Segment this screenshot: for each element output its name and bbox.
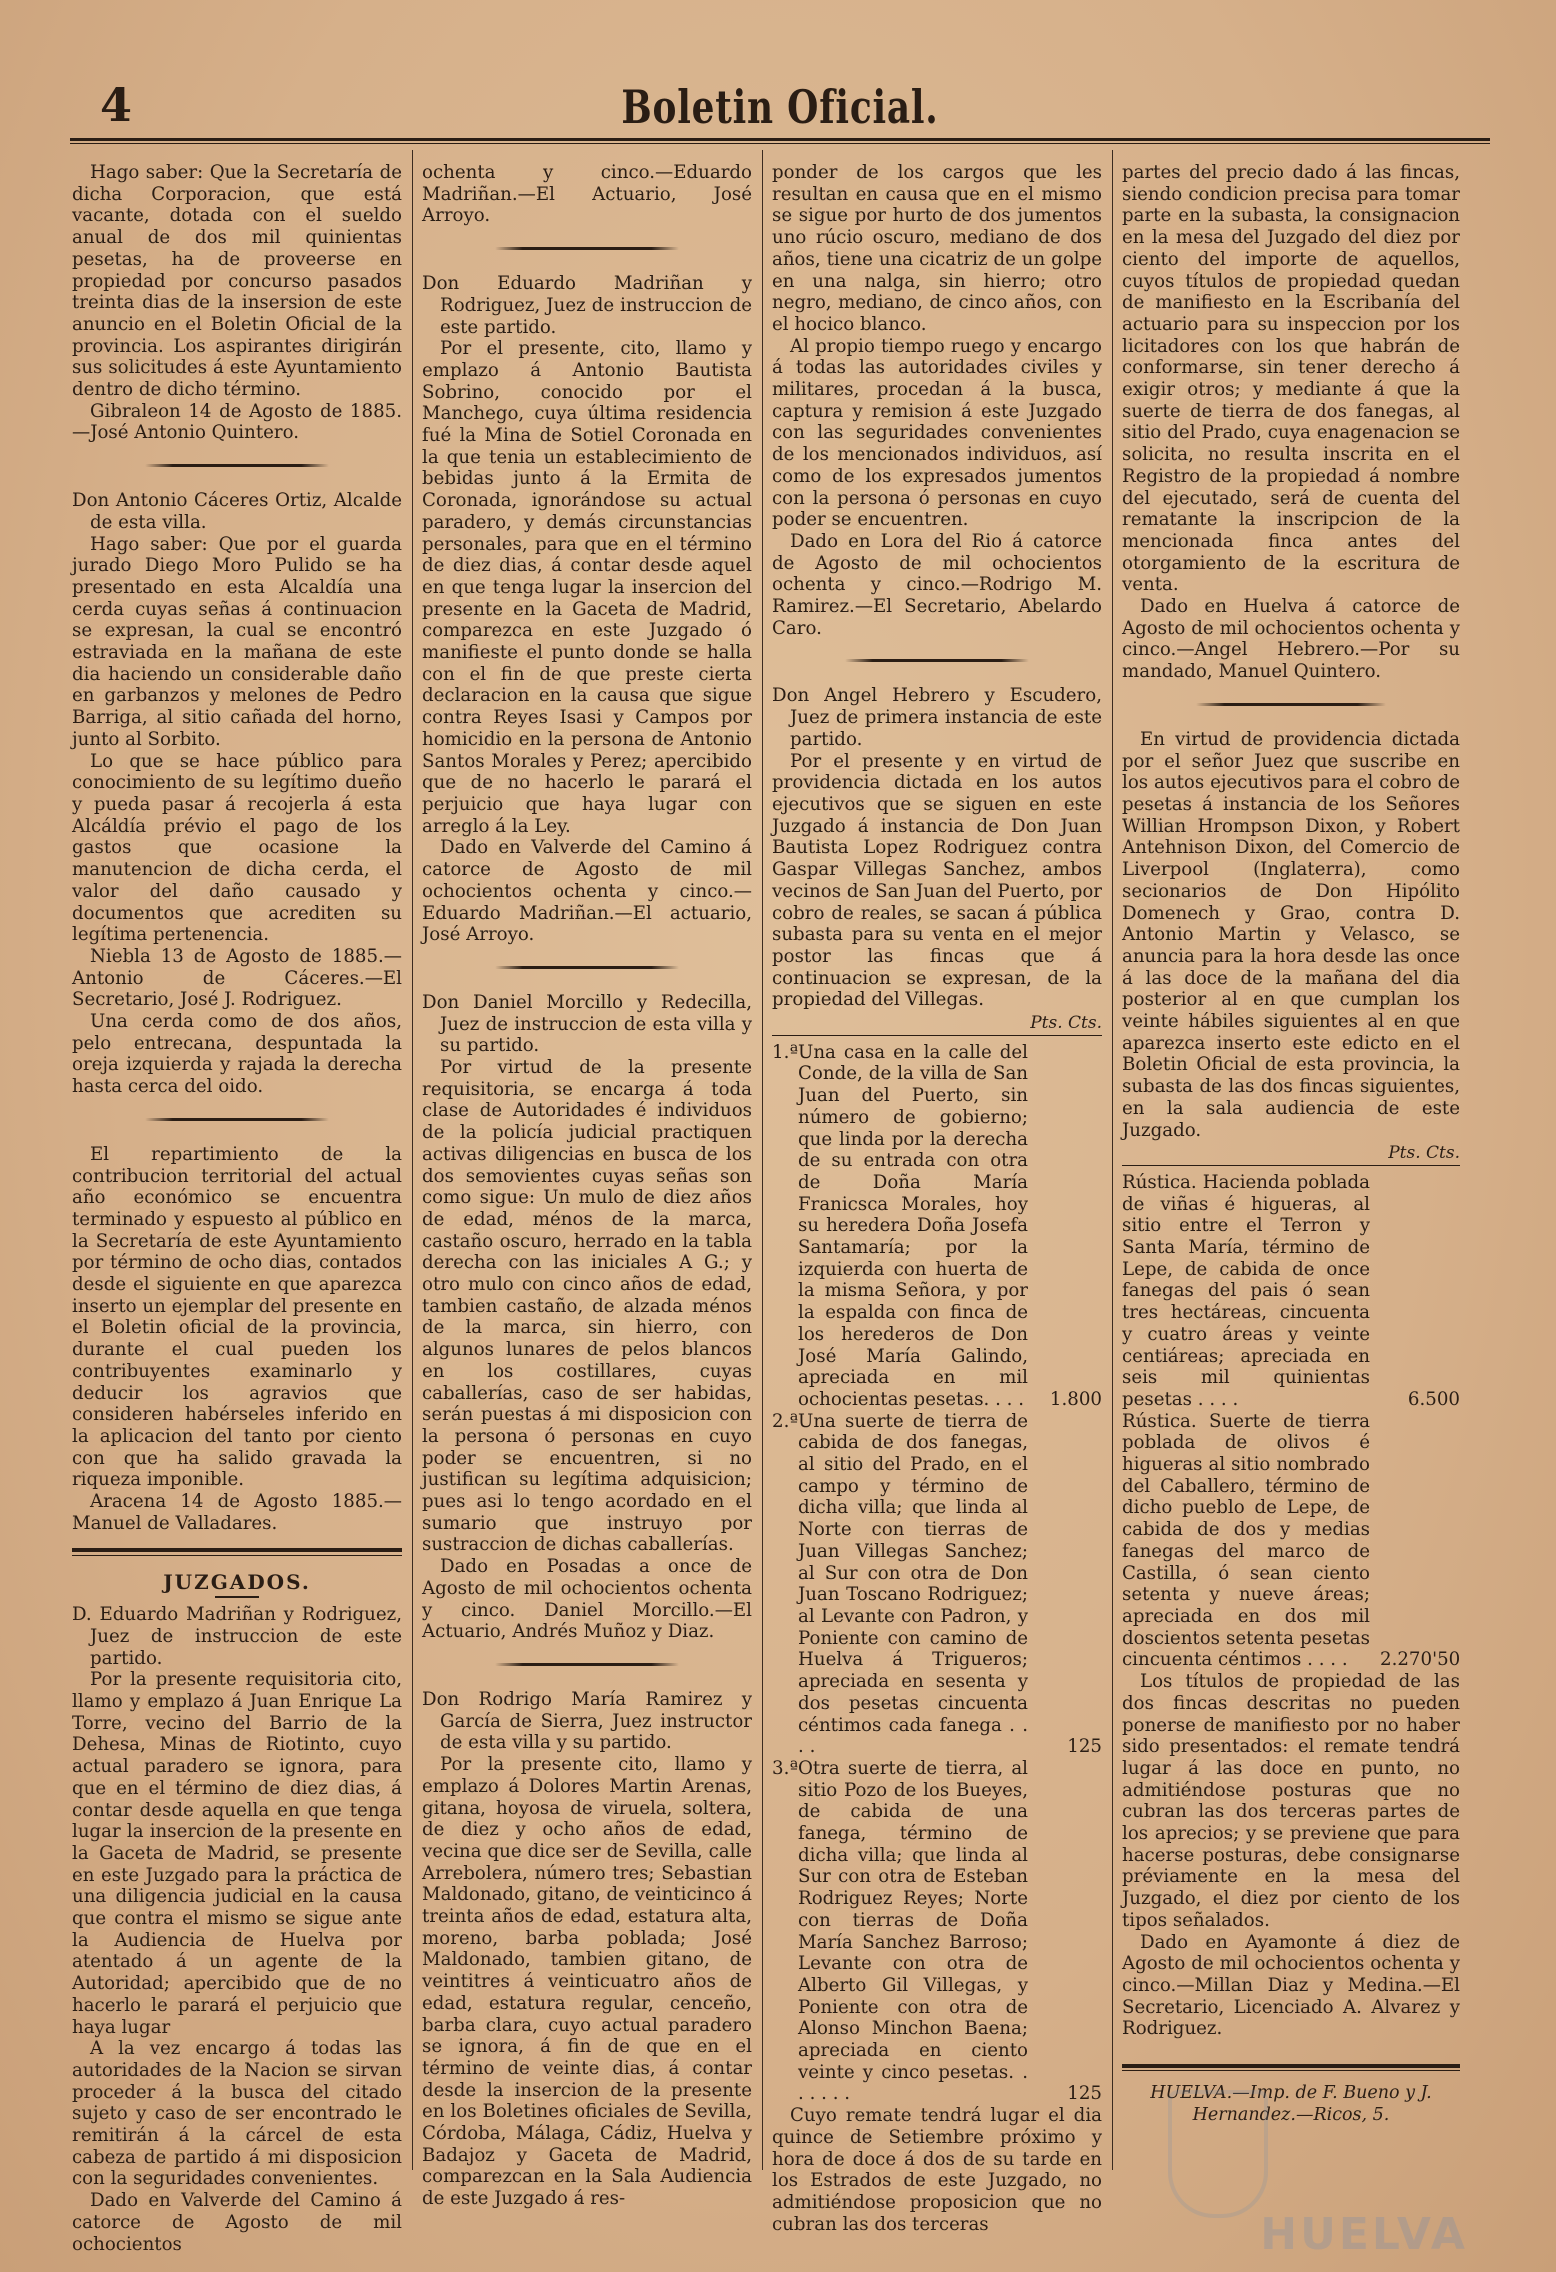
page-header [70, 78, 1490, 138]
separator [422, 1657, 752, 1671]
property-item [772, 1758, 1102, 2105]
item-amount: 1.800 [1049, 1388, 1102, 1410]
notice-paragraph: Por el presente, cito, llamo y emplazo á Antonio Bautista Sobrino, conocido por el Manchego, cuya última residencia fué la Mina de Sotiel Coronada en la que tenia un establecimiento de bebidas junto á la Ermita de Coronada, ignorándose su actual paradero, y demás circunstancias personales, para que en el término de diez dias, á contar desde aquel en que tenga lugar la insercion del presente en la Gaceta de Madrid, comparezca en este Juzgado ó manifieste el punto donde se halla con el fin de que preste cierta declaracion en la causa que sigue contra Reyes Isasi y Campos por homicidio en la persona de Antonio Santos Morales y Perez; apercibido que de no hacerlo le parará el perjuicio que haya lugar con arreglo á la Ley. [422, 338, 752, 837]
notice-paragraph: El repartimiento de la contribucion territorial del actual año económico se encuentra terminado y espuesto al público en la Secretaría de este Ayuntamiento por término de ocho dias, contados desde el siguiente en que aparezca inserto un ejemplar del presente en el Boletin oficial de la provincia, durante el cual pueden los contribuyentes examinarlo y deducir los agravios que consideren habérseles inferido en la aplicacion del tanto por ciento con que ha salido gravada la riqueza imponible. [72, 1143, 403, 1491]
separator [422, 241, 752, 255]
section-title: JUZGADOS. [163, 1570, 311, 1595]
notice-signature: ochenta y cinco.—Eduardo Madriñan.—El Actuario, José Arroyo. [422, 162, 752, 227]
property-item [1122, 1172, 1460, 1411]
imprint-rule [1122, 2064, 1460, 2071]
column-1 [72, 162, 403, 2255]
notice-signature: Dado en Valverde del Camino á catorce de Agosto de mil ochocientos ochenta y cinco.—Eduardo Madriñan.—El actuario, José Arroyo. [422, 837, 752, 946]
title-underline [215, 1596, 259, 1598]
notice-paragraph: Por el presente y en virtud de providencia dictada en los autos ejecutivos que se siguen en este Juzgado á instancia de Don Juan Bautista Lopez Rodriguez contra Gaspar Villegas Sanchez, ambos vecinos de San Juan del Puerto, por cobro de reales, se sacan á pública subasta para su venta en el mejor postor las fincas que á continuacion se expresan, de la propiedad del Villegas. [772, 750, 1102, 1011]
separator [72, 458, 402, 472]
item-amount: 6.500 [1407, 1388, 1460, 1410]
notice-signature: Dado en Posadas a once de Agosto de mil ochocientos ochenta y cinco. Daniel Morcillo.—El Actuario, Andrés Muñoz y Diaz. [422, 1556, 752, 1643]
property-item [772, 1411, 1102, 1758]
column-divider [412, 150, 413, 2170]
notice-paragraph: Los títulos de propiedad de las dos fincas descritas no pueden ponerse de manifiesto por no haber sido presentados: el remate tendrá lugar á las doce en punto, no admitiéndose posturas que no cubran las dos terceras partes de los aprecios; y se previene que para hacerse posturas, debe consignarse préviamente en la mesa del Juzgado, el diez por ciento de los tipos señalados. [1122, 1671, 1460, 1931]
notice-paragraph: Por la presente requisitoria cito, llamo y emplazo á Juan Enrique La Torre, vecino del Barrio de la Dehesa, Minas de Riotinto, cuyo actual paradero se ignora, para que en el término de diez dias, á contar desde aquella en que tenga lugar la insercion de la presente en la Gaceta de Madrid, se presente en este Juzgado para la práctica de una diligencia judicial en la causa que contra el mismo se sigue ante la Audiencia de Huelva por atentado á un agente de la Autoridad; apercibido que de no hacerlo le parará el perjuicio que haya lugar [72, 1669, 402, 2038]
newspaper-title: Boletin Oficial. [621, 80, 939, 134]
column-4 [1122, 162, 1460, 2172]
header-rule [70, 138, 1490, 144]
notice-paragraph: Por virtud de la presente requisitoria, se encarga á toda clase de Autoridades é individuos de la policía judicial practiquen activas diligencias en busca de los dos semovientes cuyas señas son como sigue: Un mulo de diez años de edad, ménos de la marca, castaño oscuro, herrado en la tabla derecha con las iniciales A G.; y otro mulo con cinco años de edad, tambien castaño, de alzada ménos de la marca, sin hierro, con algunos lunares de pelos blancos en los costillares, cuyas caballerías, caso de ser habidas, serán puestas á mi disposicion con la persona ó personas en cuyo poder se encuentren, si no justifican su legítima adquisicion; pues asi lo tengo acordado en el sumario que instruyo por sustraccion de dichas caballerías. [422, 1057, 752, 1556]
separator [1122, 697, 1460, 711]
notice-heading: D. Eduardo Madriñan y Rodriguez, Juez de instruccion de este partido. [72, 1604, 402, 1669]
notice-paragraph: A la vez encargo á todas las autoridades de la Nacion se sirvan proceder á la busca del citado sujeto y caso de ser encontrado le remitirán á la cárcel de esta cabeza de partido á mi disposicion con la seguridades convenientes. [72, 2038, 402, 2190]
notice-paragraph: En virtud de providencia dictada por el señor Juez que suscribe en los autos ejecutivos para el cobro de pesetas á instancia de los Señores Willian Hrompson Dixon, y Robert Antehnison Dixon, del Comercio de Liverpool (Inglaterra), como secionarios de Don Hipólito Domenech y Grao, contra D. Antonio Martin y Velasco, se anuncia para la hora desde las once á las doce de la mañana del dia posterior al en que cumplan los veinte hábiles siguientes al en que aparezca inserto este edicto en el Boletin Oficial de esta provincia, la subasta de las dos fincas siguientes, en la sala audiencia de este Juzgado. [1122, 728, 1460, 1141]
notice-paragraph: partes del precio dado á las fincas, siendo condicion precisa para tomar parte en la subasta, la consignacion en la mesa del Juzgado del diez por ciento del importe de aquellos, cuyos títulos de propiedad quedan de manifiesto en la Escribanía del actuario para su inspeccion por los licitadores con los que habrán de conformarse, sin tener derecho á exigir otros; y mediante á que la suerte de tierra de dos fanegas, al sitio del Prado, cuya enagenacion se solicita, no resulta inscrita en el Registro de la propiedad á nombre del ejecutado, será de cuenta del rematante la inscripcion de la mencionada finca antes del otorgamiento de la escritura de venta. [1122, 162, 1460, 596]
column-3 [772, 162, 1102, 2235]
notice-heading: Don Rodrigo María Ramirez y García de Sierra, Juez instructor de esta villa y su partido. [422, 1689, 752, 1754]
separator [422, 960, 752, 974]
page-number: 4 [100, 78, 134, 132]
item-number: 2.ª [772, 1410, 798, 1432]
notice-signature: Dado en Lora del Rio á catorce de Agosto de mil ochocientos ochenta y cinco.—Rodrigo M. Ramirez.—El Secretario, Abelardo Caro. [772, 530, 1102, 639]
item-number: 3.ª [772, 1757, 798, 1779]
notice-paragraph: Dado en Valverde del Camino á catorce de Agosto de mil ochocientos [72, 2190, 402, 2255]
section-rule [72, 1546, 402, 1562]
shield-icon [1168, 2090, 1268, 2218]
item-number: 1.ª [772, 1041, 798, 1063]
notice-heading: Don Antonio Cáceres Ortiz, Alcalde de esta villa. [72, 490, 402, 533]
watermark-text: HUELVA [1260, 2209, 1468, 2260]
notice-paragraph: Hago saber: Que la Secretaría de dicha Corporacion, que está vacante, dotada con el sueldo anual de dos mil quinientas pesetas, ha de proveerse en propiedad por concurso pasados treinta dias de la insersion de este anuncio en el Boletin Oficial de la provincia. Los aspirantes dirigirán sus solicitudes á este Ayuntamiento dentro de dicho término. [72, 162, 402, 401]
separator [772, 653, 1102, 667]
notice-heading: Don Daniel Morcillo y Redecilla, Juez de instruccion de esta villa y su partido. [422, 991, 752, 1057]
property-item [1122, 1411, 1460, 1671]
notice-signature: Niebla 13 de Agosto de 1885.— Antonio de Cáceres.—El Secretario, José J. Rodriguez. [72, 945, 402, 1011]
column-2 [422, 162, 752, 2210]
item-description: Una casa en la calle del Conde, de la villa de San Juan del Puerto, sin número de gobierno; que linda por la derecha de su entrada con otra de Doña María Franicsca Morales, hoy su heredera Doña Josefa Santamaría; por la izquierda con huerta de la misma Señora, y por la espalda con finca de los herederos de Don José María Galindo, apreciada en mil ochocientas pesetas. . . . [798, 1041, 1028, 1410]
notice-paragraph: ponder de los cargos que les resultan en causa que en el mismo se sigue por hurto de dos jumentos uno rúcio oscuro, mediano de dos años, tiene una cicatriz de un golpe en una nalga, sin hierro; otro negro, mediano, de cinco años, con el hocico blanco. [772, 162, 1102, 335]
notice-paragraph: Hago saber: Que por el guarda jurado Diego Moro Pulido se ha presentado en esta Alcaldía una cerda cuyas señas á continuacion se expresan, la cual se encontró estraviada en la mañana de este dia haciendo un considerable daño en garbanzos y melones de Pedro Barriga, al sitio cañada del horno, junto al Sorbito. [72, 533, 402, 750]
item-description: Una suerte de tierra de cabida de dos fanegas, al sitio del Prado, en el campo y término de dicha villa; que linda al Norte con tierras de Juan Villegas Sanchez; al Sur con otra de Don Juan Toscano Rodriguez; al Levante con Padron, y Poniente con camino de Huelva á Trigueros; apreciada en sesenta y dos pesetas cincuenta céntimos cada fanega . . . . [798, 1410, 1028, 1758]
item-amount: 125 [1067, 1736, 1102, 1758]
column-divider [762, 150, 763, 2170]
notice-paragraph: Lo que se hace público para conocimiento de su legítimo dueño y pueda pasar á recojerla á esta Alcáldía prévio el pago de los gastos que ocasione la manutencion de dicha cerda, el valor del daño causado y documentos que acrediten su legítima pertenencia. [72, 750, 402, 946]
item-description: Otra suerte de tierra, al sitio Pozo de los Bueyes, de cabida de una fanega, término de dicha villa; que linda al Sur con otra de Esteban Rodriguez Reyes; Norte con tierras de Doña María Sanchez Barroso; Levante con otra de Alberto Gil Villegas, y Poniente con otra de Alonso Minchon Baena; apreciada en ciento veinte y cinco pesetas. . . . . . . [798, 1757, 1028, 2105]
notice-heading: Don Angel Hebrero y Escudero, Juez de primera instancia de este partido. [772, 685, 1102, 750]
column-divider [1112, 150, 1113, 2170]
notice-signature: Aracena 14 de Agosto 1885.— Manuel de Valladares. [72, 1491, 402, 1534]
notice-signature: Dado en Ayamonte á diez de Agosto de mil ochocientos ochenta y cinco.—Millan Diaz y Medina.—El Secretario, Licenciado A. Alvarez y Rodriguez. [1122, 1931, 1460, 2040]
notice-heading: Don Eduardo Madriñan y Rodriguez, Juez de instruccion de este partido. [422, 273, 752, 338]
notice-paragraph: Cuyo remate tendrá lugar el dia quince de Setiembre próximo y hora de doce á dos de su tarde en los Estrados de este Juzgado, no admitiéndose proposicion que no cubran las dos terceras [772, 2105, 1102, 2235]
notice-paragraph: Una cerda como de dos años, pelo entrecana, despuntada la oreja izquierda y rajada la derecha hasta cerca del oido. [72, 1011, 402, 1098]
item-description: Rústica. Suerte de tierra poblada de olivos é higueras al sitio nombrado del Caballero, término de dicho pueblo de Lepe, de cabida de dos y medias fanegas del marco de Castilla, ó sean ciento setenta y nueve áreas; apreciada en dos mil doscientos setenta pesetas cincuenta céntimos . . . . [1122, 1410, 1370, 1671]
notice-signature: Dado en Huelva á catorce de Agosto de mil ochocientos ochenta y cinco.—Angel Hebrero.—Por su mandado, Manuel Quintero. [1122, 596, 1460, 683]
price-column-header: Pts. Cts. [1122, 1143, 1460, 1166]
notice-paragraph: Por la presente cito, llamo y emplazo á Dolores Martin Arenas, gitana, hoyosa de viruela, soltera, de diez y ocho años de edad, vecina que dice ser de Sevilla, calle Arrebolera, número tres; Sebastian Maldonado, gitano, de veinticinco á treinta años de edad, estatura alta, moreno, barba poblada; José Maldonado, tambien gitano, de veintitres á veinticuatro años de edad, estatura regular, cenceño, barba clara, cuyo actual paradero se ignora, á fin de que en el término de veinte dias, á contar desde la insercion de la presente en los Boletines oficiales de Sevilla, Córdoba, Málaga, Cádiz, Huelva y Badajoz y Gaceta de Madrid, comparezcan en la Sala Audiencia de este Juzgado á res- [422, 1754, 752, 2210]
item-amount: 125 [1067, 2083, 1102, 2105]
archive-watermark [1168, 2080, 1468, 2260]
item-amount: 2.270'50 [1380, 1649, 1461, 1671]
property-item [772, 1042, 1102, 1411]
item-description: Rústica. Hacienda poblada de viñas é higueras, al sitio entre el Terron y Santa María, término de Lepe, de cabida de once fanegas del pais ó sean tres hectáreas, cincuenta y cuatro áreas y veinte centiáreas; apreciada en seis mil quinientas pesetas . . . . [1122, 1171, 1370, 1410]
separator [72, 1112, 402, 1126]
price-column-header: Pts. Cts. [772, 1013, 1102, 1036]
notice-paragraph: Al propio tiempo ruego y encargo á todas las autoridades civiles y militares, procedan á la busca, captura y remision á este Juzgado con las seguridades convenientes de los mencionados individuos, así como de los expresados jumentos con la persona ó personas en cuyo poder se encuentren. [772, 335, 1102, 531]
printer-imprint: HUELVA.—Imp. de F. Bueno y J. Hernandez.—Ricos, 5. [1150, 2083, 1432, 2125]
notice-signature: Gibraleon 14 de Agosto de 1885. —José Antonio Quintero. [72, 400, 402, 444]
